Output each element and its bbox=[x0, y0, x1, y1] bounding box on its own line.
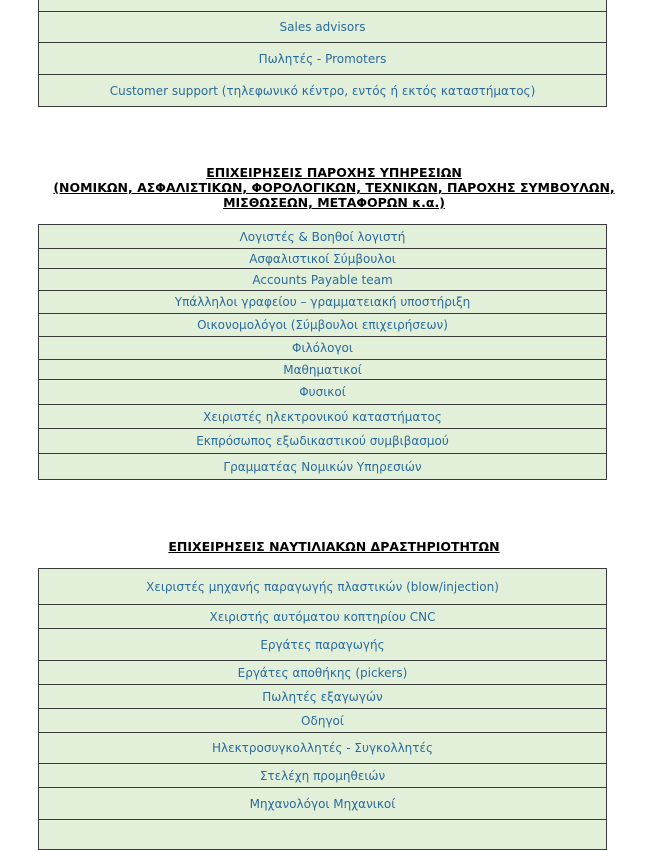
table-row bbox=[39, 359, 606, 379]
row-text: Ηλεκτροσυγκολλητές - Συγκολλητές bbox=[211, 741, 434, 755]
table-row bbox=[39, 42, 606, 74]
row-text: Πωλητές εξαγωγών bbox=[262, 689, 383, 704]
row-text: Πωλητές - Promoters bbox=[258, 51, 387, 66]
heading-line: ΜΙΣΘΩΣΕΩΝ, ΜΕΤΑΦΟΡΩΝ κ.α.) bbox=[223, 195, 445, 210]
row-text: Εργάτες αποθήκης (pickers) bbox=[237, 665, 408, 680]
table-row bbox=[39, 763, 606, 787]
table-row bbox=[39, 248, 606, 268]
heading-line: ΕΠΙΧΕΙΡΗΣΕΙΣ ΠΑΡΟΧΗΣ ΥΠΗΡΕΣΙΩΝ bbox=[206, 165, 462, 180]
section2-table bbox=[38, 224, 607, 480]
table-row bbox=[39, 428, 606, 453]
table-row bbox=[39, 74, 606, 106]
table-row bbox=[39, 684, 606, 708]
row-text: Στελέχη προμηθειών bbox=[259, 768, 386, 783]
table-row bbox=[39, 404, 606, 428]
row-text: Χειριστές ηλεκτρονικού καταστήματος bbox=[203, 409, 442, 424]
table-row bbox=[39, 268, 606, 290]
row-text: Φιλόλογοι bbox=[292, 341, 353, 355]
row-text: Accounts Payable team bbox=[252, 272, 393, 287]
section1-table bbox=[38, 0, 607, 107]
table-row bbox=[39, 569, 606, 604]
row-text: Εκπρόσωπος εξωδικαστικού συμβιβασμού bbox=[196, 434, 449, 448]
table-row bbox=[39, 225, 606, 248]
row-text: Μαθηματικοί bbox=[283, 362, 362, 377]
row-text: Οδηγοί bbox=[301, 713, 344, 728]
row-text: Customer support (τηλεφωνικό κέντρο, εντός ή εκτός καταστήματος) bbox=[109, 83, 536, 98]
row-text: Εργάτες παραγωγής bbox=[260, 637, 385, 652]
row-text: Ασφαλιστικοί Σύμβουλοι bbox=[249, 251, 396, 266]
table-row bbox=[39, 708, 606, 732]
table-row bbox=[39, 290, 606, 313]
table-row bbox=[39, 453, 606, 479]
section3-table bbox=[38, 568, 607, 850]
table-row bbox=[39, 628, 606, 660]
table-row bbox=[39, 313, 606, 336]
row-text: Μηχανολόγοι Μηχανικοί bbox=[249, 796, 396, 811]
row-text: Φυσικοί bbox=[299, 385, 346, 399]
heading-line: ΕΠΙΧΕΙΡΗΣΕΙΣ ΝΑΥΤΙΛΙΑΚΩΝ ΔΡΑΣΤΗΡΙΟΤΗΤΩΝ bbox=[168, 539, 500, 554]
row-text: Χειριστές μηχανής παραγωγής πλαστικών (blow/injection) bbox=[146, 579, 499, 594]
row-text: Χειριστής αυτόματου κοπτηρίου CNC bbox=[209, 609, 436, 624]
section3-heading bbox=[0, 539, 668, 554]
table-row bbox=[39, 732, 606, 763]
row-text: Οικονομολόγοι (Σύμβουλοι επιχειρήσεων) bbox=[197, 318, 448, 332]
table-row bbox=[39, 604, 606, 628]
table-row bbox=[39, 11, 606, 42]
row-text: Υπάλληλοι γραφείου – γραμματειακή υποστήριξη bbox=[174, 295, 471, 309]
table-row bbox=[39, 0, 606, 11]
table-row bbox=[39, 819, 606, 849]
heading-line: (ΝΟΜΙΚΩΝ, ΑΣΦΑΛΙΣΤΙΚΩΝ, ΦΟΡΟΛΟΓΙΚΩΝ, ΤΕΧΝΙΚΩΝ, ΠΑΡΟΧΗΣ ΣΥΜΒΟΥΛΩΝ, bbox=[53, 180, 615, 195]
table-row bbox=[39, 787, 606, 819]
table-row bbox=[39, 379, 606, 404]
row-text: Sales advisors bbox=[279, 20, 366, 34]
table-row bbox=[39, 336, 606, 359]
section2-heading bbox=[0, 165, 668, 210]
table-row bbox=[39, 660, 606, 684]
row-text: Λογιστές & Βοηθοί λογιστή bbox=[239, 229, 406, 244]
row-text: Γραμματέας Νομικών Υπηρεσιών bbox=[223, 459, 422, 474]
